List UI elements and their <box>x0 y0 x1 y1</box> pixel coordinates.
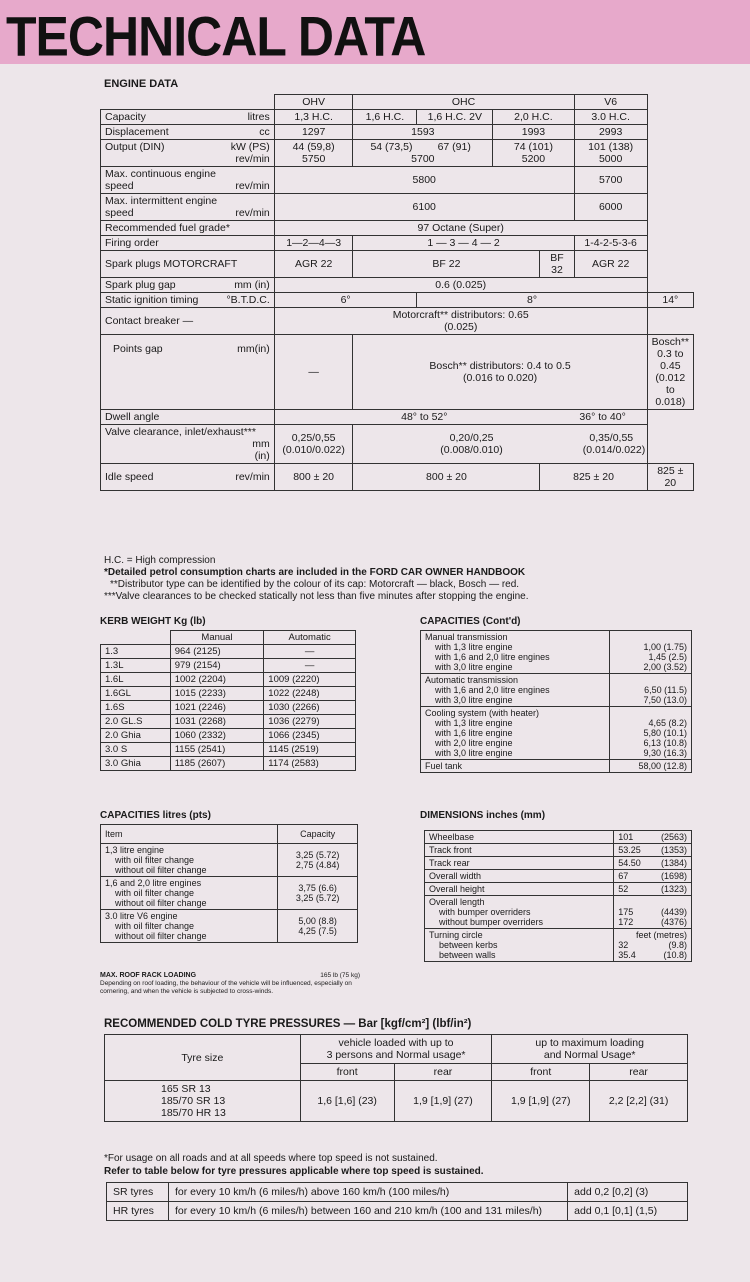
cell: (10.8) <box>663 950 687 960</box>
fuel-row <box>101 221 694 236</box>
cell: 1297 <box>274 125 353 140</box>
cell: and Normal Usage* <box>543 1049 636 1061</box>
cell: for every 10 km/h (6 miles/h) between 160 and 210 km/h (100 and 131 miles/h) <box>168 1202 567 1221</box>
output-row <box>101 140 694 167</box>
cell: (0.008/0.010) <box>440 444 503 456</box>
capacities-cont-heading: CAPACITIES (Cont'd) <box>420 616 521 627</box>
unit: mm(in) <box>237 343 270 355</box>
unit: rev/min <box>235 471 270 483</box>
timing-row <box>101 293 694 308</box>
label: Recommended fuel grade* <box>101 221 275 236</box>
engine-header-row <box>101 95 694 110</box>
cell: Item <box>101 825 278 844</box>
roof-rack-note <box>100 972 360 996</box>
cell: 5200 <box>521 153 546 165</box>
cell: BF 22 <box>353 251 540 278</box>
cell: 1185 (2607) <box>170 757 264 771</box>
cell: 1021 (2246) <box>170 701 264 715</box>
table-row <box>425 929 692 962</box>
cell: 825 ± 20 <box>540 464 647 491</box>
cell: 5800 <box>274 167 574 194</box>
table-row <box>101 701 356 715</box>
cell: 1031 (2268) <box>170 715 264 729</box>
unit: kW (PS) <box>230 141 270 153</box>
unit: mm <box>252 438 270 450</box>
unit: rev/min <box>235 153 270 165</box>
note: *Detailed petrol consumption charts are included in the FORD CAR OWNER HANDBOOK <box>104 567 526 578</box>
table-row <box>425 883 692 896</box>
cell: 1066 (2345) <box>264 729 356 743</box>
roof-value: 165 lb (75 kg) <box>320 972 360 979</box>
cell: (0.012 to 0.018) <box>655 372 686 408</box>
cell: 825 ± 20 <box>647 464 693 491</box>
cell: (2563) <box>660 832 687 842</box>
roof-text: Depending on roof loading, the behaviour of the vehicle will be influenced, especially on cornering, and when the vehicle is subjected to cross-winds. <box>100 980 352 995</box>
cell: 1,9 [1,9] (27) <box>394 1081 492 1122</box>
cell: feet (metres) <box>635 930 687 940</box>
cell: 2993 <box>574 125 647 140</box>
cell: AGR 22 <box>574 251 647 278</box>
cell: 2.0 Ghia <box>101 729 171 743</box>
cell: 1030 (2266) <box>264 701 356 715</box>
cell: 2,2 [2,2] (31) <box>590 1081 688 1122</box>
cell: Overall length <box>429 897 485 907</box>
cell: 1593 <box>353 125 493 140</box>
label: speed <box>105 180 134 192</box>
cell: 52 <box>618 884 629 894</box>
cell: with 1,6 and 2,0 litre engines <box>435 685 550 695</box>
cell: 1174 (2583) <box>264 757 356 771</box>
cell: Capacity <box>278 825 358 844</box>
cell: Overall width <box>425 870 614 883</box>
cell: 5000 <box>598 153 623 165</box>
tyre-pressure-table <box>104 1034 688 1122</box>
cell: — <box>264 645 356 659</box>
cell: 5,80 (10.1) <box>643 728 687 738</box>
cell: 165 SR 13 <box>161 1083 211 1095</box>
table-row <box>421 674 692 707</box>
table-row <box>425 870 692 883</box>
dimensions-heading: DIMENSIONS inches (mm) <box>420 810 546 821</box>
cell: 1.6GL <box>101 687 171 701</box>
cell: 58,00 (12.8) <box>610 760 692 773</box>
cell: 2,75 (4.84) <box>295 860 340 870</box>
cell: 964 (2125) <box>170 645 264 659</box>
cell: 3 persons and Normal usage* <box>326 1049 466 1061</box>
engine-table <box>100 94 694 491</box>
cell: 1.6L <box>101 673 171 687</box>
valve-row <box>101 425 694 464</box>
cell: 3.0 H.C. <box>574 110 647 125</box>
cell: 6,13 (10.8) <box>643 738 687 748</box>
cell: 1993 <box>493 125 574 140</box>
cell: 1,6 [1,6] (23) <box>300 1081 394 1122</box>
cell: with 3,0 litre engine <box>435 748 513 758</box>
cell: 67 (91) <box>437 141 471 153</box>
label: Output (DIN) <box>105 141 165 153</box>
table-row <box>425 831 692 844</box>
cell: — <box>274 335 353 410</box>
cell: 97 Octane (Super) <box>274 221 647 236</box>
cell: 53.25 <box>618 845 641 855</box>
capacities-heading: CAPACITIES litres (pts) <box>100 810 211 821</box>
cell: with 2,0 litre engine <box>435 738 513 748</box>
cell: Motorcraft** distributors: 0.65 <box>392 309 529 321</box>
cell: 2,00 (3.52) <box>643 662 687 672</box>
cell: 7,50 (13.0) <box>643 695 687 705</box>
cell: (4439) <box>660 907 687 917</box>
label: speed <box>105 207 134 219</box>
cell: AGR 22 <box>274 251 353 278</box>
gap-row <box>101 278 694 293</box>
contact-row <box>101 308 694 335</box>
cell: 1155 (2541) <box>170 743 264 757</box>
label: Capacity <box>105 111 146 123</box>
kerb-table <box>100 630 356 771</box>
note: Refer to table below for tyre pressures applicable where top speed is sustained. <box>104 1166 484 1177</box>
cell: 800 ± 20 <box>274 464 353 491</box>
cell: with 3,0 litre engine <box>435 662 513 672</box>
cell: 0,25/0,55 <box>291 432 336 444</box>
table-row <box>421 707 692 760</box>
cell: 44 (59,8) <box>292 141 335 153</box>
cell: up to maximum loading <box>535 1037 644 1049</box>
cell: with 3,0 litre engine <box>435 695 513 705</box>
cell: (1353) <box>660 845 687 855</box>
cell: 1 — 3 — 4 — 2 <box>353 236 574 251</box>
label: Max. continuous engine <box>105 168 216 180</box>
cell: 54 (73,5) <box>370 141 413 153</box>
table-row <box>101 673 356 687</box>
cell: 5,00 (8.8) <box>298 916 337 926</box>
table-row <box>421 760 692 773</box>
cell: with 1,3 litre engine <box>435 642 513 652</box>
cell: Cooling system (with heater) <box>425 708 540 718</box>
points-row <box>101 335 694 410</box>
page-title: TECHNICAL DATA <box>6 5 426 68</box>
table-row <box>425 844 692 857</box>
kerb-heading: KERB WEIGHT Kg (lb) <box>100 616 206 627</box>
cell: (0.025) <box>444 321 478 333</box>
unit: mm (in) <box>234 279 270 291</box>
cell: 1—2—4—3 <box>274 236 353 251</box>
label: Dwell angle <box>101 410 275 425</box>
cell: 4,65 (8.2) <box>648 718 687 728</box>
dwell-row <box>101 410 694 425</box>
cell: Wheelbase <box>425 831 614 844</box>
cell: 175 <box>618 907 634 917</box>
cell: 1.3L <box>101 659 171 673</box>
cell: (1384) <box>660 858 687 868</box>
cell: Tyre size <box>105 1035 301 1081</box>
note: H.C. = High compression <box>104 555 216 566</box>
unit: litres <box>247 111 270 123</box>
unit: (in) <box>254 450 270 462</box>
cell: 35.4 <box>618 950 636 960</box>
cell: (0.010/0.022) <box>282 444 345 456</box>
table-row <box>101 743 356 757</box>
cell: Track front <box>425 844 614 857</box>
cell: 1,9 [1,9] (27) <box>492 1081 590 1122</box>
table-row <box>425 857 692 870</box>
cell: with oil filter change <box>115 921 195 931</box>
tyre-row <box>105 1081 688 1122</box>
cell: with bumper overriders <box>439 907 531 917</box>
cell: 0.3 to 0.45 <box>657 348 684 372</box>
table-row <box>101 645 356 659</box>
cell: 1009 (2220) <box>264 673 356 687</box>
cell: with oil filter change <box>115 855 195 865</box>
table-row <box>101 715 356 729</box>
cell: Manual transmission <box>425 632 508 642</box>
cell: without oil filter change <box>115 865 207 875</box>
col-v6: V6 <box>574 95 647 110</box>
cell: with 1,3 litre engine <box>435 718 513 728</box>
cell: 979 (2154) <box>170 659 264 673</box>
cell: (9.8) <box>668 940 687 950</box>
cell: HR tyres <box>107 1202 169 1221</box>
cell: 5750 <box>301 153 326 165</box>
cell: with 1,6 and 2,0 litre engines <box>435 652 550 662</box>
cell: rear <box>590 1064 688 1081</box>
cell: with 1,6 litre engine <box>435 728 513 738</box>
cell: 48° to 52° <box>401 411 448 423</box>
label: Static ignition timing <box>105 294 199 306</box>
label: Contact breaker — <box>101 308 275 335</box>
table-row <box>101 687 356 701</box>
cell: — <box>264 659 356 673</box>
label: Firing order <box>101 236 275 251</box>
capacities-cont-table <box>420 630 692 773</box>
cell: 101 (138) <box>588 141 634 153</box>
capacities-table <box>100 824 358 943</box>
cell: 54.50 <box>618 858 641 868</box>
table-row <box>107 1183 688 1202</box>
cell: 1.3 <box>101 645 171 659</box>
label: Valve clearance, inlet/exhaust*** <box>105 426 256 438</box>
tyre-heading: RECOMMENDED COLD TYRE PRESSURES — Bar [kgf/cm²] (lbf/in²) <box>104 1018 472 1030</box>
table-row <box>101 877 358 910</box>
unit: rev/min <box>235 180 270 192</box>
maxcont-row <box>101 167 694 194</box>
idle-row <box>101 464 694 491</box>
cell: Manual <box>170 631 264 645</box>
cell: 1,3 litre engine <box>105 845 165 855</box>
cell: with oil filter change <box>115 888 195 898</box>
cell: front <box>492 1064 590 1081</box>
label: Points gap <box>113 343 163 355</box>
table-row <box>101 729 356 743</box>
cell: (4376) <box>660 917 687 927</box>
cell: Turning circle <box>429 930 483 940</box>
cell: 3,25 (5.72) <box>295 850 340 860</box>
cell: Overall height <box>425 883 614 896</box>
engine-heading: ENGINE DATA <box>104 78 179 90</box>
cell: (0.016 to 0.020) <box>462 372 538 384</box>
cell: 3,25 (5.72) <box>295 893 340 903</box>
table-row <box>101 659 356 673</box>
label: Spark plug gap <box>105 279 176 291</box>
cell: without oil filter change <box>115 898 207 908</box>
cell: 6100 <box>274 194 574 221</box>
cell: 32 <box>618 940 629 950</box>
cell: without bumper overriders <box>439 917 544 927</box>
engine-notes <box>104 555 704 603</box>
col-ohc: OHC <box>353 95 574 110</box>
cell: 172 <box>618 917 634 927</box>
cell: 1-4-2-5-3-6 <box>574 236 647 251</box>
cell: 9,30 (16.3) <box>643 748 687 758</box>
cell: 5700 <box>411 153 435 165</box>
cell: Fuel tank <box>421 760 610 773</box>
cell: 74 (101) <box>513 141 553 153</box>
cell: front <box>300 1064 394 1081</box>
cell: 6,50 (11.5) <box>644 685 687 695</box>
cell: 8° <box>417 293 647 308</box>
cell: rear <box>394 1064 492 1081</box>
label: Idle speed <box>105 471 154 483</box>
unit: rev/min <box>235 207 270 219</box>
cell: 3.0 litre V6 engine <box>105 911 178 921</box>
plugs-row <box>101 251 694 278</box>
cell: 1.6S <box>101 701 171 715</box>
capacity-row <box>101 110 694 125</box>
note: *For usage on all roads and at all speeds where top speed is not sustained. <box>104 1153 438 1164</box>
tyre-header-1 <box>105 1035 688 1064</box>
cell: 101 <box>618 832 634 842</box>
dimensions-table <box>424 830 692 962</box>
cell: 1145 (2519) <box>264 743 356 757</box>
cell: 5700 <box>574 167 647 194</box>
cell: 3,75 (6.6) <box>298 883 337 893</box>
cell: Bosch** distributors: 0.4 to 0.5 <box>429 360 571 372</box>
cell: 36° to 40° <box>579 411 626 423</box>
unit: °B.T.D.C. <box>226 294 270 306</box>
cell: 3.0 S <box>101 743 171 757</box>
cell: Automatic transmission <box>425 675 519 685</box>
cell: 0,20/0,25 <box>449 432 494 444</box>
note: ***Valve clearances to be checked statically not less than five minutes after stopping the engine. <box>104 591 529 602</box>
table-row <box>101 757 356 771</box>
label: Displacement <box>105 126 169 138</box>
cell: between kerbs <box>439 940 498 950</box>
cell: 2.0 GL.S <box>101 715 171 729</box>
maxint-row <box>101 194 694 221</box>
label: Max. intermittent engine <box>105 195 218 207</box>
cell: 4,25 (7.5) <box>298 926 337 936</box>
cell: Automatic <box>264 631 356 645</box>
cap-header <box>101 825 358 844</box>
cell: 1015 (2233) <box>170 687 264 701</box>
cell: without oil filter change <box>115 931 207 941</box>
displacement-row <box>101 125 694 140</box>
cell: 6° <box>274 293 417 308</box>
unit: cc <box>259 126 270 138</box>
cell: 185/70 SR 13 <box>161 1095 226 1107</box>
table-row <box>101 844 358 877</box>
cell: 1,00 (1.75) <box>643 642 687 652</box>
cell: 0.6 (0.025) <box>274 278 647 293</box>
table-row <box>425 896 692 929</box>
cell: 1,45 (2.5) <box>648 652 687 662</box>
cell: vehicle loaded with up to <box>338 1037 454 1049</box>
cell: Bosch** <box>651 336 689 348</box>
cell: 1002 (2204) <box>170 673 264 687</box>
cell: 0,35/0,55 <box>589 432 634 444</box>
cell: between walls <box>439 950 496 960</box>
cell: 14° <box>647 293 693 308</box>
cell: 1,6 H.C. <box>353 110 417 125</box>
table-row <box>101 910 358 943</box>
cell: 1,3 H.C. <box>274 110 353 125</box>
col-ohv: OHV <box>274 95 353 110</box>
cell: 1,6 and 2,0 litre engines <box>105 878 202 888</box>
cell: add 0,1 [0,1] (1,5) <box>568 1202 688 1221</box>
cell: 1060 (2332) <box>170 729 264 743</box>
cell: add 0,2 [0,2] (3) <box>568 1183 688 1202</box>
cell: 2,0 H.C. <box>493 110 574 125</box>
firing-row <box>101 236 694 251</box>
cell: 6000 <box>574 194 647 221</box>
title-banner <box>0 0 750 68</box>
cell: 3.0 Ghia <box>101 757 171 771</box>
cell: (1698) <box>660 871 687 881</box>
table-row <box>421 631 692 674</box>
cell: 185/70 HR 13 <box>161 1107 226 1119</box>
note: **Distributor type can be identified by the colour of its cap: Motorcraft — black, Bosch — red. <box>110 579 520 590</box>
label: Spark plugs MOTORCRAFT <box>101 251 275 278</box>
cell: Track rear <box>425 857 614 870</box>
kerb-header <box>101 631 356 645</box>
cell: (0.014/0.022) <box>582 444 646 456</box>
cell: 800 ± 20 <box>353 464 540 491</box>
roof-label: MAX. ROOF RACK LOADING <box>100 972 197 979</box>
sustained-speed-table <box>106 1182 688 1221</box>
cell: SR tyres <box>107 1183 169 1202</box>
cell: 1,6 H.C. 2V <box>417 110 493 125</box>
table-row <box>107 1202 688 1221</box>
cell: 67 <box>618 871 629 881</box>
cell: 1036 (2279) <box>264 715 356 729</box>
tyre-notes <box>104 1152 484 1178</box>
cell: (1323) <box>660 884 687 894</box>
cell: BF 32 <box>540 251 574 278</box>
cell: 1022 (2248) <box>264 687 356 701</box>
cell: for every 10 km/h (6 miles/h) above 160 km/h (100 miles/h) <box>168 1183 567 1202</box>
